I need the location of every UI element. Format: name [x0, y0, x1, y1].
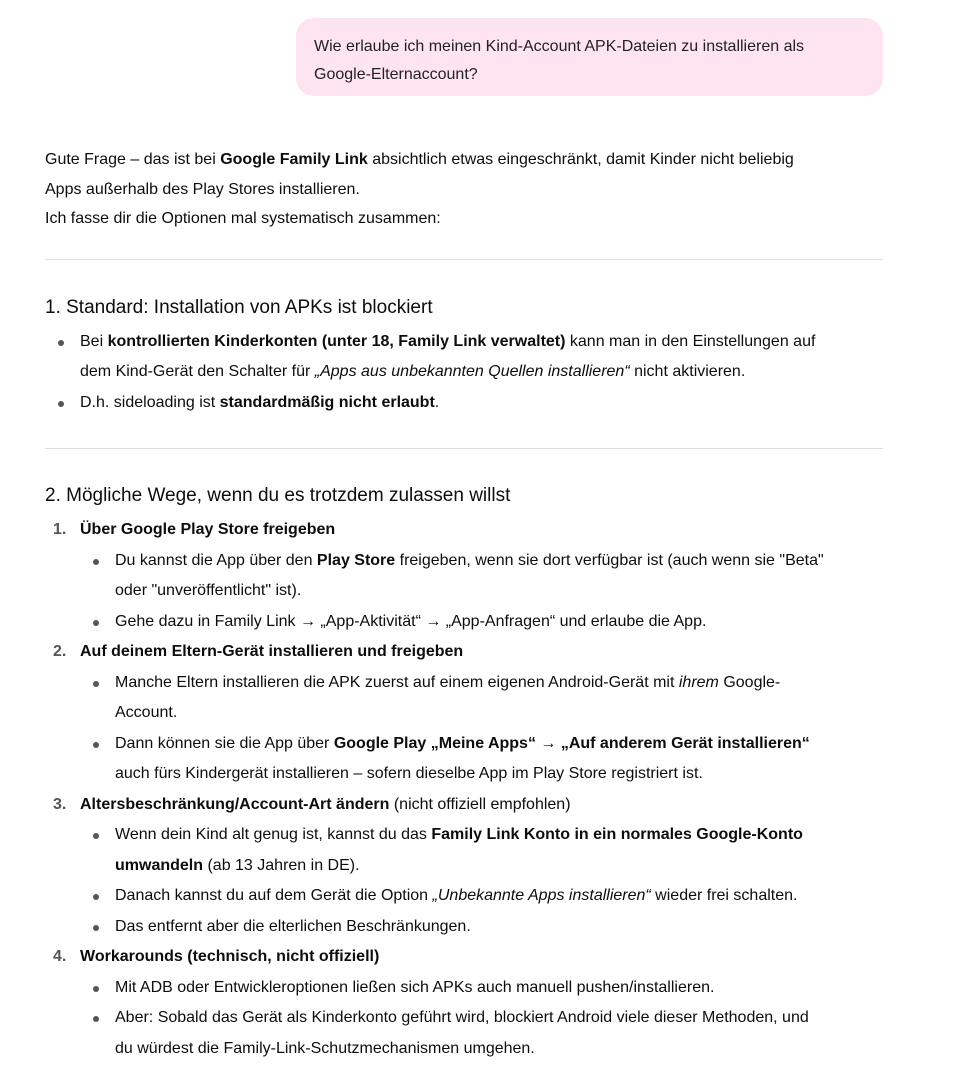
- text: oder "unveröffentlicht" ist).: [115, 582, 302, 599]
- item-title: Workarounds (technisch, nicht offiziell): [80, 948, 380, 965]
- bold-text: kontrollierten Kinderkonten (unter 18, Family Link verwaltet): [107, 332, 566, 350]
- bullet-list: [80, 820, 890, 942]
- user-message-line: Wie erlaube ich meinen Kind-Account APK-Dateien zu installieren als: [314, 38, 805, 55]
- text: Wenn dein Kind alt genug ist, kannst du das: [115, 826, 432, 843]
- bullet-list: [80, 546, 890, 638]
- text: .: [434, 393, 440, 411]
- bold-text: Play Store: [316, 551, 396, 569]
- user-message-bubble: [296, 18, 883, 96]
- numbered-item: [45, 942, 890, 1064]
- item-title: Altersbeschränkung/Account-Art ändern: [80, 795, 390, 813]
- text: (ab 13 Jahren in DE).: [203, 856, 360, 874]
- list-item: [80, 820, 890, 881]
- text: Account.: [115, 704, 178, 721]
- list-item: [80, 973, 890, 1004]
- italic-text: ihrem: [678, 673, 719, 691]
- text: absichtlich etwas eingeschränkt, damit Kinder nicht beliebig: [367, 151, 794, 168]
- bold-text: Family Link Konto in ein normales Google-Konto: [431, 826, 803, 843]
- assistant-response: [45, 145, 890, 1064]
- italic-text: „Apps aus unbekannten Quellen installieren“: [314, 363, 630, 380]
- text: Du kannst die App über den: [115, 551, 317, 569]
- text: Manche Eltern installieren die APK zuerst auf einem eigenen Android-Gerät mit: [115, 673, 679, 691]
- bold-text: Google Family Link: [220, 151, 368, 168]
- item-title: Auf deinem Eltern-Gerät installieren und freigeben: [80, 643, 464, 660]
- text: →: [535, 734, 561, 752]
- list-item: [80, 1003, 890, 1064]
- list-item: [45, 388, 890, 419]
- text: Google-: [718, 673, 781, 691]
- bold-text: „Auf anderem Gerät installieren“: [560, 734, 810, 752]
- text: Dann können sie die App über: [115, 734, 334, 752]
- text: Gute Frage – das ist bei: [45, 151, 221, 168]
- text: dem Kind-Gerät den Schalter für: [80, 363, 315, 380]
- bullet-list: [80, 668, 890, 790]
- list-item: [45, 327, 890, 388]
- list-item: [80, 881, 890, 912]
- intro-paragraph: [45, 145, 890, 234]
- item-number: 4.: [53, 948, 67, 965]
- list-item: [80, 668, 890, 729]
- bullet-list: [80, 973, 890, 1065]
- text: Bei: [80, 332, 108, 350]
- section-heading: 1. Standard: Installation von APKs ist blockiert: [45, 296, 433, 318]
- text: Ich fasse dir die Optionen mal systematisch zusammen:: [45, 210, 441, 227]
- text: D.h. sideloading ist: [80, 393, 220, 411]
- text: Aber: Sobald das Gerät als Kinderkonto geführt wird, blockiert Android viele dieser Methoden, und: [115, 1009, 809, 1026]
- item-number: 3.: [53, 795, 67, 813]
- list-item: [80, 912, 890, 943]
- list-item: [80, 607, 890, 638]
- numbered-item: [45, 790, 890, 943]
- text: nicht aktivieren.: [629, 363, 746, 380]
- text: Mit ADB oder Entwickleroptionen ließen sich APKs auch manuell pushen/installieren.: [115, 978, 715, 996]
- text: Das entfernt aber die elterlichen Beschränkungen.: [115, 917, 471, 935]
- list-item: [80, 546, 890, 607]
- bold-text: standardmäßig nicht erlaubt: [219, 393, 435, 411]
- numbered-item: [45, 515, 890, 637]
- text: (nicht offiziell empfohlen): [389, 795, 571, 813]
- italic-text: „Unbekannte Apps installieren“: [432, 887, 651, 904]
- item-number: 2.: [53, 643, 67, 660]
- user-message-line: Google-Elternaccount?: [314, 66, 478, 83]
- item-title: Über Google Play Store freigeben: [80, 521, 336, 538]
- item-number: 1.: [53, 521, 67, 538]
- section-heading: 2. Mögliche Wege, wenn du es trotzdem zulassen willst: [45, 485, 511, 506]
- bold-text: umwandeln: [115, 856, 204, 874]
- text: kann man in den Einstellungen auf: [565, 332, 816, 350]
- numbered-item: [45, 637, 890, 790]
- text: auch fürs Kindergerät installieren – sofern dieselbe App im Play Store registriert ist.: [115, 765, 703, 782]
- text: du würdest die Family-Link-Schutzmechanismen umgehen.: [115, 1039, 535, 1057]
- text: Apps außerhalb des Play Stores installieren.: [45, 180, 360, 198]
- text: freigeben, wenn sie dort verfügbar ist (auch wenn sie "Beta": [395, 551, 824, 569]
- list-item: [80, 729, 890, 790]
- text: Gehe dazu in Family Link → „App-Aktivität“ → „App-Anfragen“ und erlaube die App.: [115, 612, 707, 630]
- text: wieder frei schalten.: [650, 887, 798, 904]
- bold-text: Google Play „Meine Apps“: [333, 734, 536, 752]
- numbered-list: [45, 515, 890, 1064]
- bullet-list: [45, 327, 890, 419]
- text: Danach kannst du auf dem Gerät die Option: [115, 887, 433, 904]
